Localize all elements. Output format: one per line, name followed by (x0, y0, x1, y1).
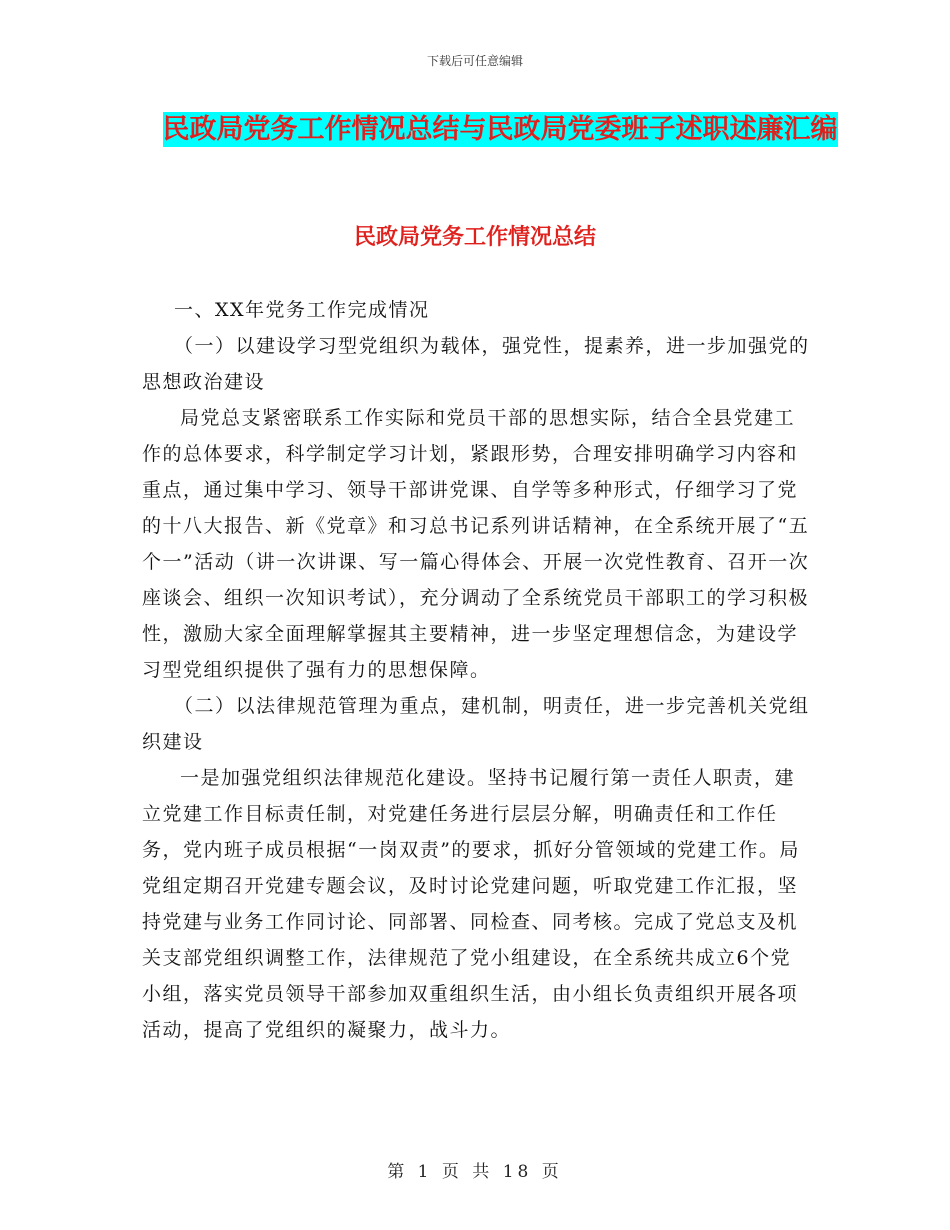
page-header-note: 下载后可任意编辑 (426, 54, 523, 68)
heading-level-2: （二）以法律规范管理为重点，建机制，明责任，进一步完善机关党组织建设 (142, 695, 810, 753)
document-title-text: 民政局党务工作情况总结与民政局党委班子述职述廉汇编 (162, 114, 838, 145)
heading-level-2: （一）以建设学习型党组织为载体，强党性，提素养，进一步加强党的思想政治建设 (142, 335, 810, 393)
document-body (142, 292, 810, 1048)
page-number: 第 1 页 共 18 页 (387, 1162, 563, 1182)
heading-level-1: 一、XX年党务工作完成情况 (174, 299, 430, 321)
body-paragraph: 一是加强党组织法律规范化建设。坚持书记履行第一责任人职责，建立党建工作目标责任制，对党建任务进行层层分解，明确责任和工作任务，党内班子成员根据“一岗双责”的要求，抓好分管领域的党建工作。局党组定期召开党建专题会议，及时讨论党建问题，听取党建工作汇报，坚持党建与业务工作同讨论、同部署、同检查、同考核。完成了党总支及机关支部党组织调整工作，法律规范了党小组建设，在全系统共成立6个党小组，落实党员领导干部参加双重组织生活，由小组长负责组织开展各项活动，提高了党组织的凝聚力，战斗力。 (142, 767, 800, 1041)
body-paragraph: 局党总支紧密联系工作实际和党员干部的思想实际，结合全县党建工作的总体要求，科学制定学习计划，紧跟形势，合理安排明确学习内容和重点，通过集中学习、领导干部讲党课、自学等多种形式，仔细学习了党的十八大报告、新《党章》和习总书记系列讲话精神，在全系统开展了“五个一”活动（讲一次讲课、写一篇心得体会、开展一次党性教育、召开一次座谈会、组织一次知识考试），充分调动了全系统党员干部职工的学习积极性，激励大家全面理解掌握其主要精神，进一步坚定理想信念，为建设学习型党组织提供了强有力的思想保障。 (142, 407, 810, 681)
section-title: 民政局党务工作情况总结 (353, 225, 596, 250)
document-title (160, 106, 840, 154)
